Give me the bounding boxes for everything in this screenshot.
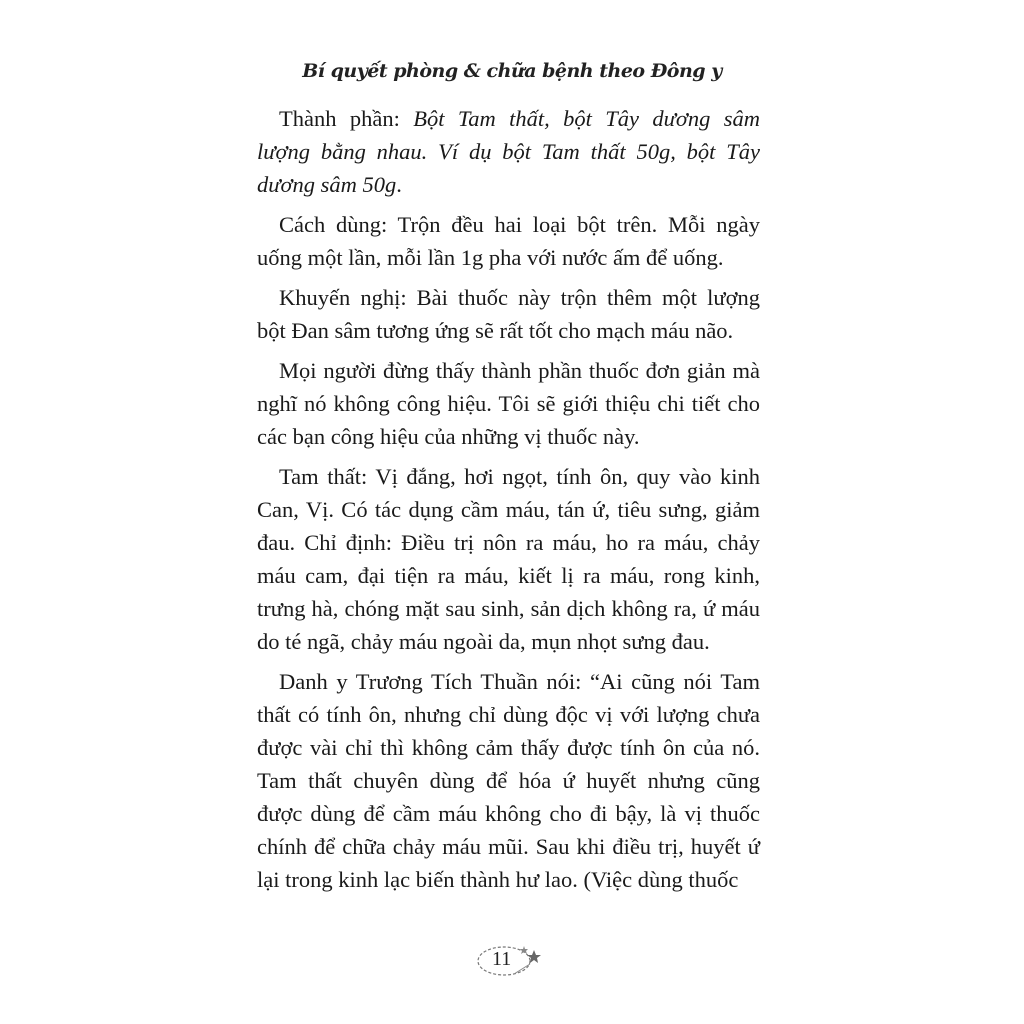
italic-text: dương sâm 50g (257, 172, 397, 197)
text: các bạn công hiệu của những vị thuốc này. (257, 424, 640, 449)
text: nghĩ nó không công hiệu. Tôi sẽ giới thiệu chi tiết cho (257, 391, 760, 416)
text: Danh y Trương Tích Thuần nói: “Ai cũng nói Tam (279, 669, 760, 694)
text-line (257, 526, 760, 559)
running-header: Bí quyết phòng & chữa bệnh theo Đông y (302, 60, 722, 82)
text: . (396, 172, 402, 197)
text: trưng hà, chóng mặt sau sinh, sản dịch không ra, ứ máu (257, 596, 760, 621)
text-line (257, 387, 760, 420)
page-number-ornament (474, 942, 546, 978)
text: do té ngã, chảy máu ngoài da, mụn nhọt sưng đau. (257, 629, 710, 654)
page-number: 11 (492, 948, 512, 970)
text: được dùng để cầm máu không cho đi bậy, là vị thuốc (257, 801, 760, 826)
text-line (257, 493, 760, 526)
text-line (257, 420, 760, 453)
paragraph (257, 665, 760, 896)
text-line (257, 354, 760, 387)
text: Mọi người đừng thấy thành phần thuốc đơn giản mà (279, 358, 760, 383)
text-line (257, 592, 760, 625)
text: Can, Vị. Có tác dụng cầm máu, tán ứ, tiêu sưng, giảm (257, 497, 760, 522)
text-line (257, 797, 760, 830)
text-line (257, 731, 760, 764)
text: được vài chỉ thì không cảm thấy được tính ôn của nó. (257, 735, 760, 760)
page-body (257, 102, 760, 903)
text-line (257, 208, 760, 241)
paragraph (257, 281, 760, 347)
text: uống một lần, mỗi lần 1g pha với nước ấm để uống. (257, 245, 724, 270)
text-line (257, 460, 760, 493)
paragraph (257, 354, 760, 453)
text-line (257, 698, 760, 731)
text-line (257, 830, 760, 863)
text: máu cam, đại tiện ra máu, kiết lị ra máu, rong kinh, (257, 563, 760, 588)
text: Tam thất chuyên dùng để hóa ứ huyết nhưng cũng (257, 768, 760, 793)
text: Cách dùng: Trộn đều hai loại bột trên. Mỗi ngày (279, 212, 760, 237)
text-line (257, 168, 760, 201)
paragraph (257, 208, 760, 274)
text-line (257, 135, 760, 168)
paragraph (257, 102, 760, 201)
text: bột Đan sâm tương ứng sẽ rất tốt cho mạch máu não. (257, 318, 734, 343)
italic-text: Bột Tam thất, bột Tây dương sâm (413, 106, 760, 131)
text-line (257, 281, 760, 314)
text-line (257, 314, 760, 347)
text-line (257, 665, 760, 698)
text: chính để chữa chảy máu mũi. Sau khi điều trị, huyết ứ (257, 834, 760, 859)
text-line (257, 102, 760, 135)
text: Thành phần: (279, 106, 414, 131)
text-line (257, 625, 760, 658)
text: thất có tính ôn, nhưng chỉ dùng độc vị với lượng chưa (257, 702, 760, 727)
text: Khuyến nghị: Bài thuốc này trộn thêm một lượng (279, 285, 760, 310)
paragraph (257, 460, 760, 658)
text-line (257, 241, 760, 274)
text: đau. Chỉ định: Điều trị nôn ra máu, ho ra máu, chảy (257, 530, 760, 555)
text: lại trong kinh lạc biến thành hư lao. (Việc dùng thuốc (257, 867, 739, 892)
text-line (257, 764, 760, 797)
text-line (257, 863, 760, 896)
italic-text: lượng bằng nhau. Ví dụ bột Tam thất 50g, bột Tây (257, 139, 760, 164)
text: Tam thất: Vị đắng, hơi ngọt, tính ôn, quy vào kinh (279, 464, 760, 489)
text-line (257, 559, 760, 592)
